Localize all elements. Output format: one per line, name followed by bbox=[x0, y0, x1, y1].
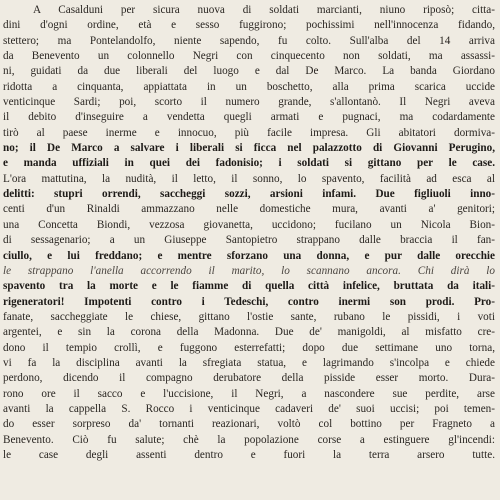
text-line: tirò al paese inerme e innocuo, più facile impresa. Gli abitatori dormiva- bbox=[3, 126, 495, 139]
text-line: fanate, saccheggiate le chiese, gittano l'ostie sante, rubano le pissidi, i voti bbox=[3, 310, 495, 323]
text-line: ni, guidati da due liberali del luogo e dal De Marco. La banda Giordano bbox=[3, 65, 495, 78]
text-line: di sessagenario; a un Giuseppe Santopietro strappano dalle braccia il fan- bbox=[3, 234, 495, 247]
text-line: le strappano l'anella accorrendo il marito, lo scannano ancora. Chi dirà lo bbox=[3, 264, 495, 277]
text-line: rono ore il sacco e l'uccisione, il Negri, a nascondere sue perdite, arse bbox=[3, 387, 495, 400]
text-line: il debito d'inseguire a vendetta quegli armati e pugnaci, ma codardamente bbox=[3, 111, 495, 124]
text-line: avanti la cappella S. Rocco i venticinque cadaveri de' suoi uccisi; poi temen- bbox=[3, 402, 495, 415]
text-line: do esser sorpreso da' tornanti reazionari, voltò col bottino per Fragneto a bbox=[3, 418, 495, 431]
text-line: dini d'ogni ordine, età e sesso fuggirono; pochissimi nell'innocenza fidando, bbox=[3, 19, 495, 32]
text-line: venticinque Sardi; poi, scorto il numero grande, s'allontanò. Il Negri aveva bbox=[3, 96, 495, 109]
text-line: vi fa la disciplina avanti la sfregiata statua, e lagrimando s'incolpa e chiede bbox=[3, 356, 495, 369]
text-line: spavento tra la morte e le fiamme di quella città infelice, bruttata da itali- bbox=[3, 280, 495, 293]
text-line: da Benevento un colonnello Negri con cinquecento non soldati, ma assassi- bbox=[3, 50, 495, 63]
text-line: perdono, dicendo il compagno derubatore della pisside esser morto. Dura- bbox=[3, 372, 495, 385]
text-line: A Casalduni per sicura nuova di soldati marcianti, niuno riposò; citta- bbox=[33, 4, 495, 16]
text-line: stettero; ma Pontelandolfo, niente sapendo, fu colto. Sull'alba del 14 arriva bbox=[3, 34, 495, 47]
text-line: una Concetta Biondi, vezzosa giovanetta, uccidono; fucilano un Nicola Bion- bbox=[3, 218, 495, 231]
text-line: delitti: stupri orrendi, saccheggi sozzi, arsioni infami. Due figliuoli inno- bbox=[3, 188, 495, 201]
text-line: centi d'un Rinaldi ammazzano nelle domestiche mura, avanti a' genitori; bbox=[3, 203, 495, 216]
text-line: ridotta a cinquanta, appiattata in un boschetto, alla prima scarica uccide bbox=[3, 80, 495, 93]
text-line: dono il tempio crollì, e fuggono esterrefatti; dopo due settimane uno torna, bbox=[3, 341, 495, 354]
page-text bbox=[3, 3, 495, 463]
text-line: le case degli assenti dentro e fuori la terra arsero tutte. bbox=[3, 448, 495, 461]
text-line: L'ora mattutina, la nudità, il letto, il sonno, lo spavento, facilità ad esca al bbox=[3, 172, 495, 185]
text-line: ciullo, e lui freddano; e mentre sforzano una donna, e pur dalle orecchie bbox=[3, 249, 495, 262]
text-line: Benevento. Ciò fu salute; chè la popolazione corse a estinguere gl'incendi: bbox=[3, 433, 495, 446]
text-line: e manda uffiziali in quei dei fadonisio; i soldati si gittano per le case. bbox=[3, 157, 495, 170]
text-line: rigeneratori! Impotenti contro i Tedeschi, contro inermi son prodi. Pro- bbox=[3, 295, 495, 308]
text-line: no; il De Marco a salvare i liberali si ficca nel palazzotto di Giovanni Perugino, bbox=[3, 142, 495, 155]
text-line: argentei, e sin la corona della Madonna. Due de' manigoldi, al misfatto cre- bbox=[3, 326, 495, 339]
